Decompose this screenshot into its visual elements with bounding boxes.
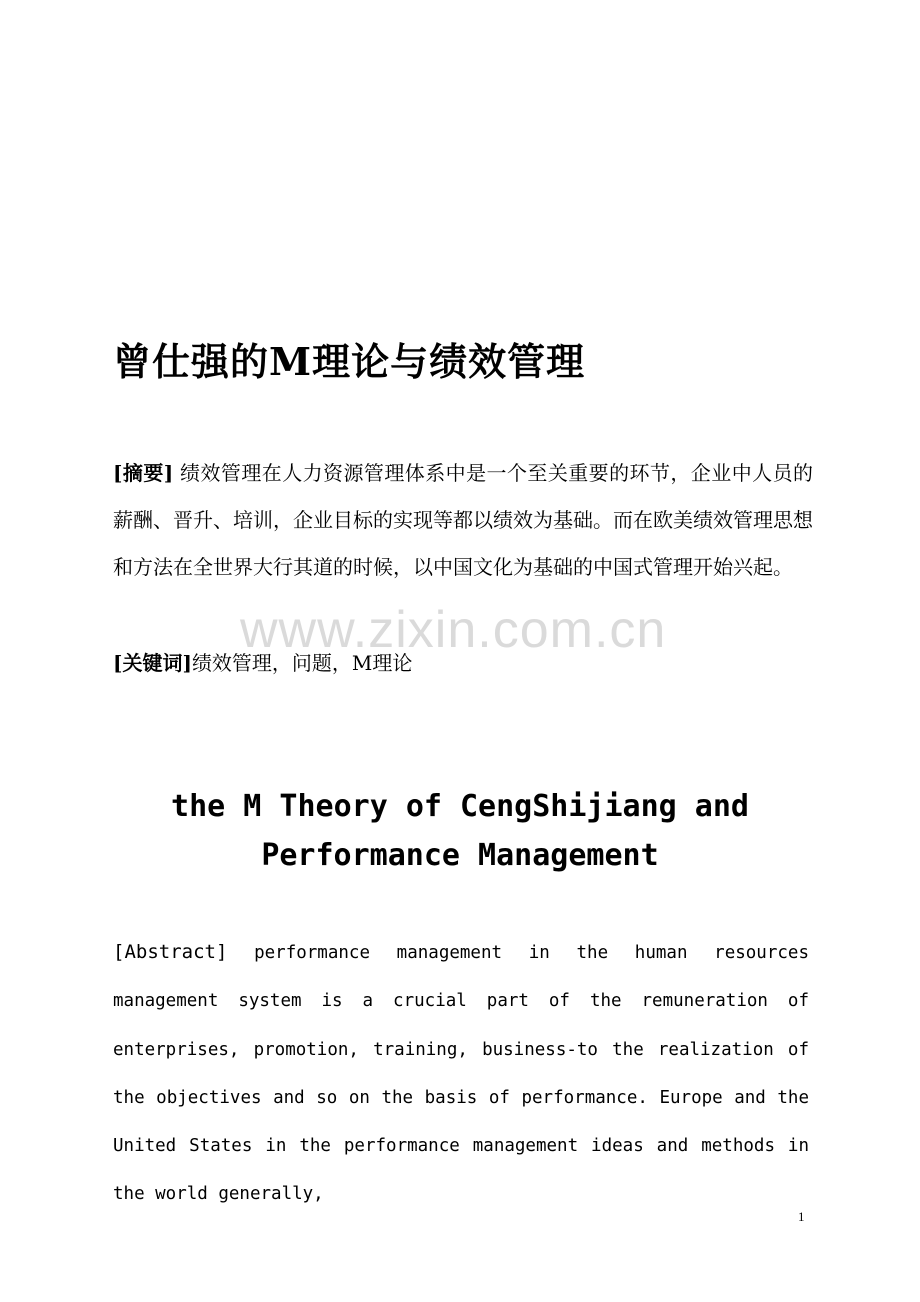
- chinese-abstract-text: 绩效管理在人力资源管理体系中是一个至关重要的环节，企业中人员的薪酬、晋升、培训，企业目标的实现等都以绩效为基础。而在欧美绩效管理思想和方法在全世界大行其道的时候，以中国文化为基础的中国式管理开始兴起。: [113, 461, 814, 579]
- chinese-abstract: [113, 450, 813, 591]
- watermark: www.zixin.com.cn: [240, 601, 667, 659]
- english-abstract-text: performance management in the human resources management system is a crucial part of the remuneration of enterprises, promotion, training, business-to the realization of the objectives and so on the basis of performance. Europe and the United States in the performance management ideas and methods in the world generally,: [113, 943, 809, 1205]
- english-title: [113, 782, 807, 880]
- chinese-keywords-label: [关键词]: [113, 651, 192, 675]
- chinese-abstract-label: [摘要]: [113, 461, 174, 485]
- english-title-line1: the M Theory of CengShijiang and: [171, 789, 749, 824]
- chinese-keywords-text: 绩效管理，问题，M理论: [191, 651, 413, 675]
- page-number: 1: [798, 1209, 805, 1224]
- chinese-title: 曾仕强的M理论与绩效管理: [113, 339, 586, 384]
- english-abstract: [113, 928, 809, 1219]
- english-abstract-label: [Abstract]: [113, 941, 228, 963]
- english-title-line2: Performance Management: [261, 838, 659, 873]
